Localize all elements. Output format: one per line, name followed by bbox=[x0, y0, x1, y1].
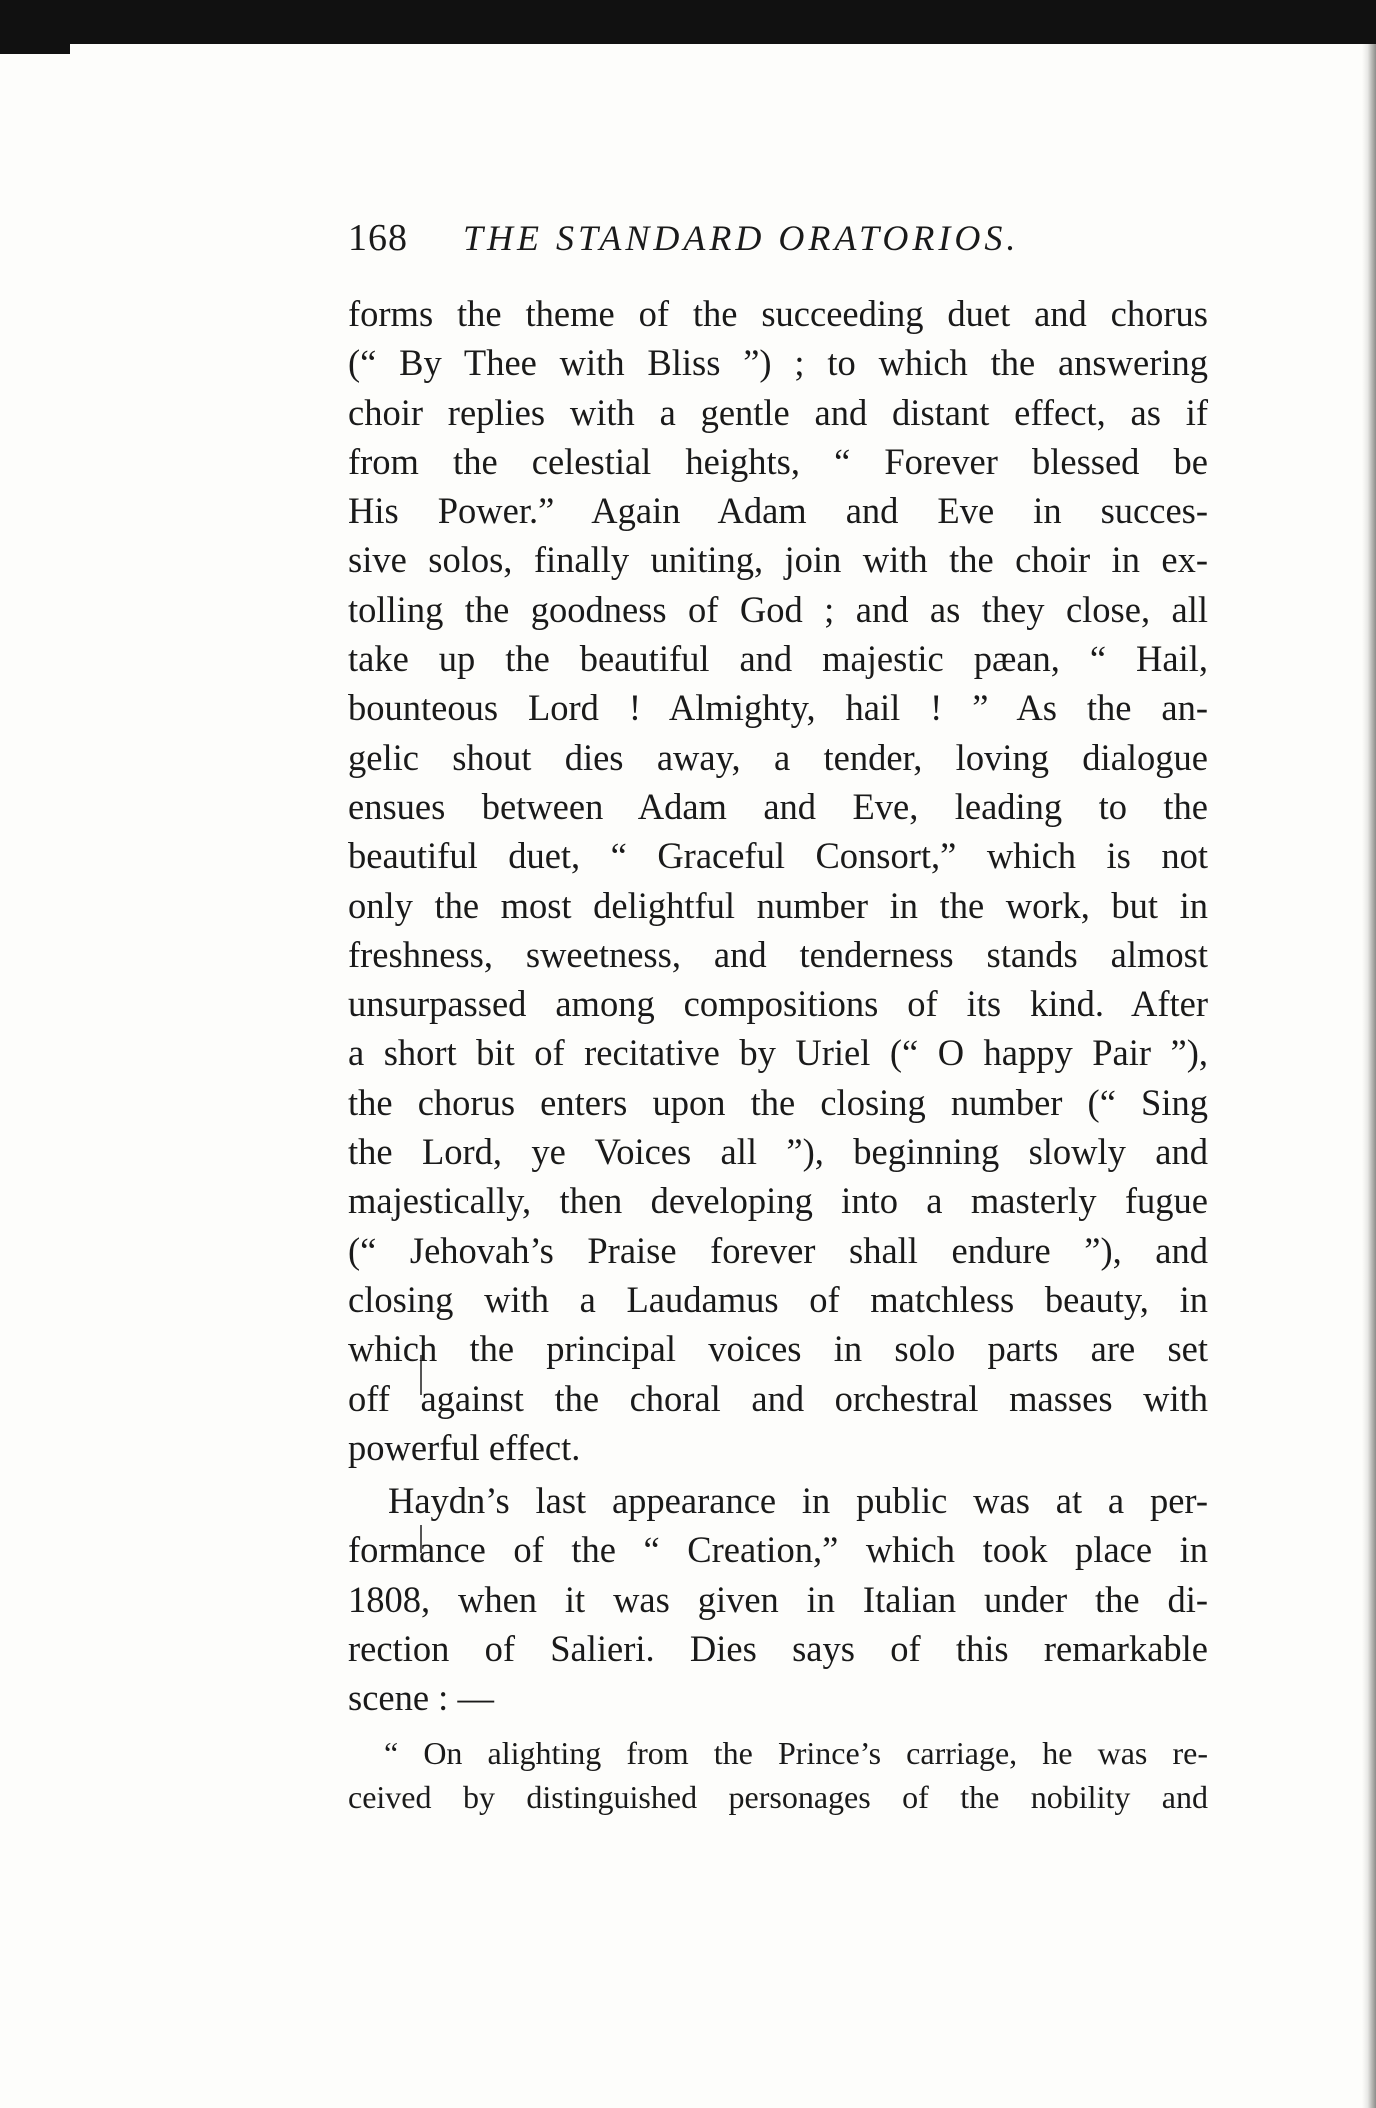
text-line: which the principal voices in solo parts are set bbox=[348, 1328, 1208, 1370]
text-line: only the most delightful number in the work, but in bbox=[348, 884, 1208, 926]
text-line: Haydn’s last appearance in public was at a per- bbox=[388, 1480, 1208, 1522]
text-line: 1808, when it was given in Italian under the di- bbox=[348, 1578, 1208, 1620]
text-line: rection of Salieri. Dies says of this remarkable bbox=[348, 1628, 1208, 1670]
text-line: (“ Jehovah’s Praise forever shall endure ”), and bbox=[348, 1229, 1208, 1271]
scan-top-border bbox=[0, 0, 1376, 44]
page-number: 168 bbox=[348, 217, 408, 259]
text-line: from the celestial heights, “ Forever blessed be bbox=[348, 440, 1208, 482]
text-line: His Power.” Again Adam and Eve in succes- bbox=[348, 490, 1208, 532]
text-line: the chorus enters upon the closing number (“ Sing bbox=[348, 1081, 1208, 1123]
text-line: majestically, then developing into a masterly fugue bbox=[348, 1180, 1208, 1222]
text-line: choir replies with a gentle and distant effect, as if bbox=[348, 391, 1208, 433]
text-line: formance of the “ Creation,” which took place in bbox=[348, 1529, 1208, 1571]
text-line: scene : — bbox=[348, 1677, 494, 1719]
text-line: forms the theme of the succeeding duet and chorus bbox=[348, 293, 1208, 334]
running-title: THE STANDARD ORATORIOS. bbox=[463, 218, 1020, 258]
scan-right-edge-shadow bbox=[1362, 44, 1376, 2108]
text-line: beautiful duet, “ Graceful Consort,” which is not bbox=[348, 835, 1208, 877]
text-line: powerful effect. bbox=[348, 1426, 581, 1468]
text-line: sive solos, finally uniting, join with the choir in ex- bbox=[348, 539, 1208, 581]
text-line: off against the choral and orchestral masses with bbox=[348, 1377, 1208, 1419]
text-line: ensues between Adam and Eve, leading to the bbox=[348, 785, 1208, 827]
quote-line: ceived by distinguished personages of the nobility and bbox=[348, 1779, 1208, 1815]
scan-top-border-notch bbox=[0, 44, 70, 54]
text-line: gelic shout dies away, a tender, loving dialogue bbox=[348, 736, 1208, 778]
block-quote bbox=[348, 1731, 1208, 1819]
text-line: the Lord, ye Voices all ”), beginning slowly and bbox=[348, 1131, 1208, 1173]
text-line: take up the beautiful and majestic pæan, “ Hail, bbox=[348, 638, 1208, 680]
body-text bbox=[348, 289, 1208, 1723]
text-line: tolling the goodness of God ; and as they close, all bbox=[348, 588, 1208, 630]
text-line: (“ By Thee with Bliss ”) ; to which the answering bbox=[348, 342, 1208, 384]
text-line: a short bit of recitative by Uriel (“ O happy Pair ”), bbox=[348, 1032, 1208, 1074]
quote-line: “ On alighting from the Prince’s carriage, he was re- bbox=[384, 1735, 1208, 1771]
text-line: closing with a Laudamus of matchless beauty, in bbox=[348, 1278, 1208, 1320]
text-line: bounteous Lord ! Almighty, hail ! ” As the an- bbox=[348, 687, 1208, 729]
text-line: unsurpassed among compositions of its kind. After bbox=[348, 983, 1208, 1025]
page-header bbox=[348, 210, 1208, 266]
text-line: freshness, sweetness, and tenderness stands almost bbox=[348, 933, 1208, 975]
